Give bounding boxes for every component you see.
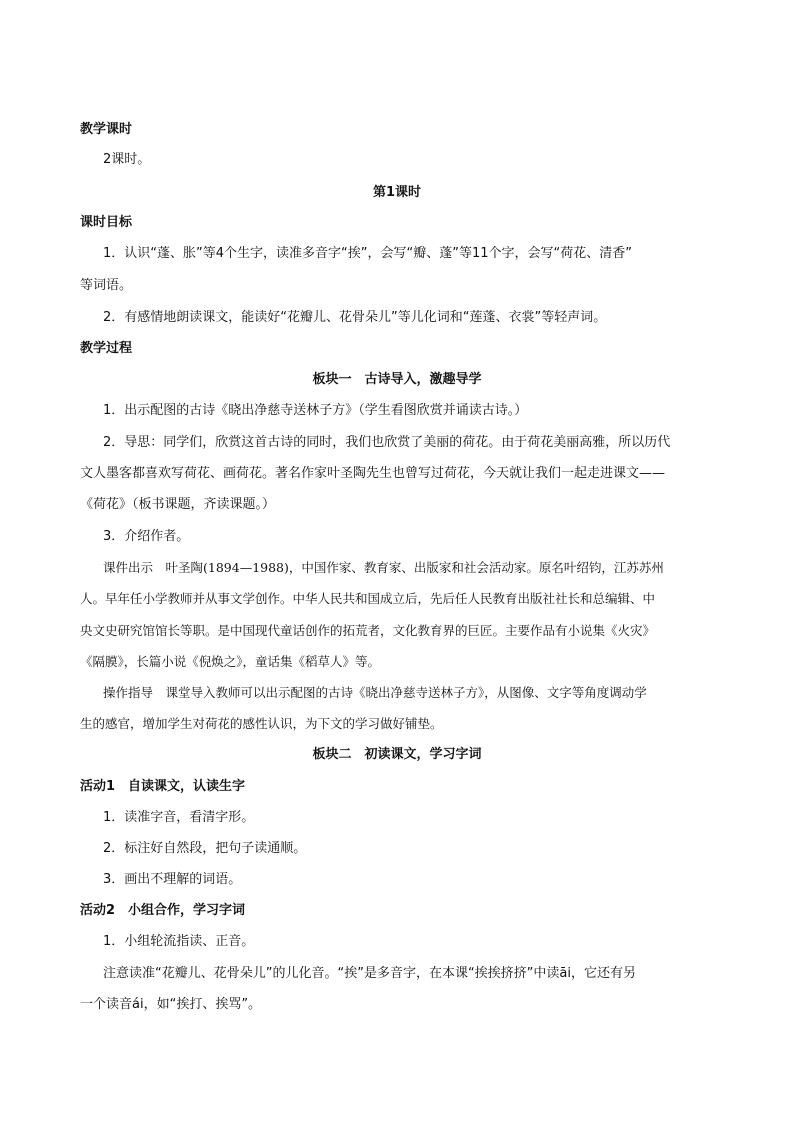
operation-guide-line-1: 操作指导 课堂导入教师可以出示配图的古诗《晓出净慈寺送林子方》，从图像、文字等角度调动学 xyxy=(103,685,647,700)
section-heading-objectives: 课时目标 xyxy=(80,215,133,230)
activity-1-title: 活动1 自读课文，认读生字 xyxy=(80,779,246,794)
courseware-line-3: 央文史研究馆馆长等职。是中国现代童话创作的拓荒者，文化教育界的巨匠。主要作品有小说集《火灾》 xyxy=(80,623,656,638)
block-2-title: 板块二 初读课文，学习字词 xyxy=(312,747,482,762)
section-heading-teaching-periods: 教学课时 xyxy=(80,122,133,137)
block-1-item-2-line-3: 《荷花》（板书课题，齐读课题。） xyxy=(80,497,276,512)
note-line-2: 一个读音ái，如“挨打、挨骂”。 xyxy=(80,997,262,1012)
objective-item-1-line-2: 等词语。 xyxy=(80,278,133,293)
block-1-title: 板块一 古诗导入，激趣导学 xyxy=(312,372,482,387)
lesson-title: 第1课时 xyxy=(372,185,422,200)
activity-1-item-2: 2．标注好自然段，把句子读通顺。 xyxy=(103,841,307,856)
operation-guide-line-2: 生的感官，增加学生对荷花的感性认识，为下文的学习做好铺垫。 xyxy=(80,716,443,731)
block-1-item-1: 1．出示配图的古诗《晓出净慈寺送林子方》（学生看图欣赏并诵读古诗。） xyxy=(103,403,528,418)
section-heading-process: 教学过程 xyxy=(80,341,133,356)
courseware-line-2: 人。早年任小学教师并从事文学创作。中华人民共和国成立后，先后任人民教育出版社社长和总编辑、中 xyxy=(80,591,656,606)
objective-item-1-line-1: 1．认识“蓬、胀”等4个生字，读准多音字“挨”，会写“瓣、蓬”等11个字，会写“荷花、清香” xyxy=(103,246,632,261)
activity-1-item-3: 3．画出不理解的词语。 xyxy=(103,872,242,887)
note-line-1: 注意读准“花瓣儿、花骨朵儿”的儿化音。“挨”是多音字，在本课“挨挨挤挤”中读āi，它还有另 xyxy=(103,966,636,981)
block-1-item-2-line-2: 文人墨客都喜欢写荷花、画荷花。著名作家叶圣陶先生也曾写过荷花，今天就让我们一起走进课文—— xyxy=(80,466,666,481)
activity-2-item-1: 1．小组轮流指读、正音。 xyxy=(103,934,255,949)
block-1-item-2-line-1: 2．导思：同学们，欣赏这首古诗的同时，我们也欣赏了美丽的荷花。由于荷花美丽高雅，所以历代 xyxy=(103,435,671,450)
activity-1-item-1: 1．读准字音，看清字形。 xyxy=(103,810,255,825)
block-1-item-3: 3．介绍作者。 xyxy=(103,529,190,544)
activity-2-title: 活动2 小组合作，学习字词 xyxy=(80,903,246,918)
courseware-line-4: 《隔膜》，长篇小说《倪焕之》，童话集《稻草人》等。 xyxy=(80,654,381,669)
courseware-line-1: 课件出示 叶圣陶(1894—1988)，中国作家、教育家、出版家和社会活动家。原名叶绍钧，江苏苏州 xyxy=(103,560,664,575)
objective-item-2: 2．有感情地朗读课文，能读好“花瓣儿、花骨朵儿”等儿化词和“莲蓬、衣裳”等轻声词。 xyxy=(103,310,607,325)
teaching-periods-text: 2课时。 xyxy=(103,152,151,167)
